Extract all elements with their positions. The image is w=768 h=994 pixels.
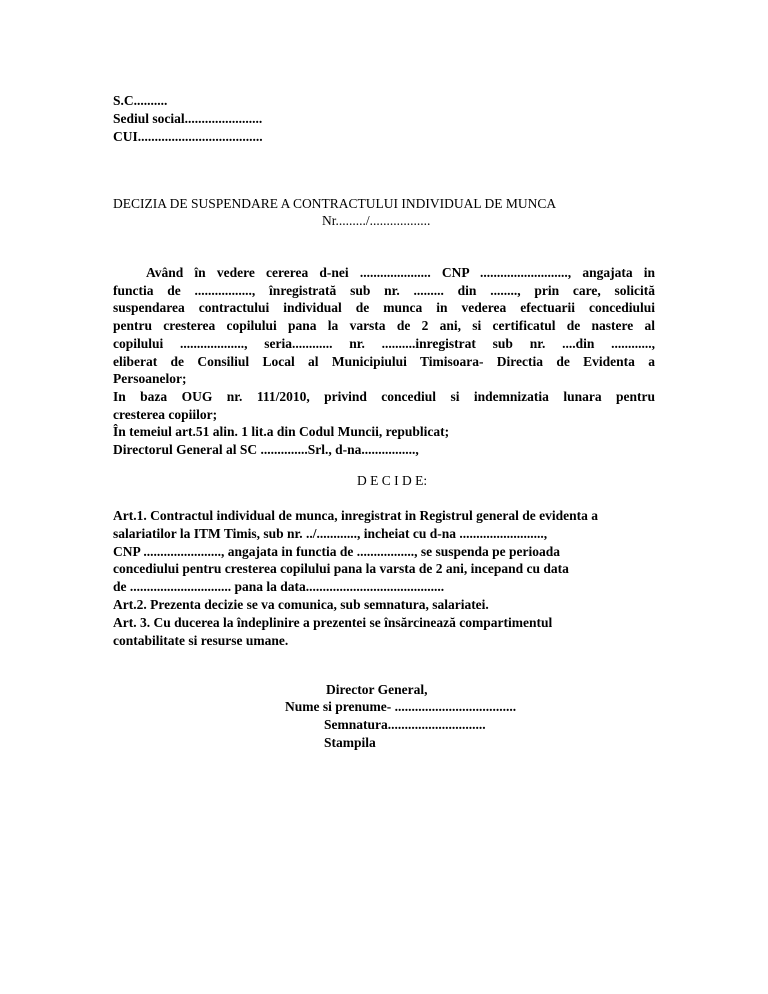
preamble-line: eliberat de Consiliul Local al Municipiului Timisoara- Directia de Evidenta a <box>113 353 655 369</box>
article-3-line: Art. 3. Cu ducerea la îndeplinire a prezentei se însărcinează compartimentul <box>113 614 553 630</box>
signature-role: Director General, <box>326 682 428 697</box>
article-3-line: contabilitate si resurse umane. <box>113 632 289 648</box>
preamble-line: Persoanelor; <box>113 371 187 387</box>
director-line: Directorul General al SC ..............Srl., d-na................, <box>113 442 419 458</box>
article-1-line: salariatilor la ITM Timis, sub nr. ../............, incheiat cu d-na ........................., <box>113 525 548 541</box>
signature-field: Semnatura............................. <box>324 717 486 732</box>
preamble-line: suspendarea contractului individual de munca in vederea efectuarii concediului <box>113 300 655 316</box>
article-2: Art.2. Prezenta decizie se va comunica, sub semnatura, salariatei. <box>113 596 489 612</box>
article-1-line: Art.1. Contractul individual de munca, inregistrat in Registrul general de evidenta a <box>113 508 598 523</box>
document-title: DECIZIA DE SUSPENDARE A CONTRACTULUI INDIVIDUAL DE MUNCA <box>113 196 557 211</box>
registered-office-line: Sediul social....................... <box>113 111 263 126</box>
labor-code-line: În temeiul art.51 alin. 1 lit.a din Codul Muncii, republicat; <box>113 424 450 440</box>
preamble-line: Având în vedere cererea d-nei ..................... CNP .........................., angajata in <box>146 265 655 280</box>
cui-line: CUI..................................... <box>113 129 263 144</box>
preamble-line: copilului ..................., seria............ nr. ..........inregistrat sub nr. ....din ............, <box>113 335 655 351</box>
document-number: Nr........./.................. <box>322 213 431 228</box>
signature-name: Nume si prenume- .................................... <box>285 699 517 714</box>
articles <box>113 507 658 649</box>
company-line: S.C.......... <box>113 93 168 108</box>
article-1-line: de .............................. pana la data......................................... <box>113 579 445 595</box>
preamble-line: pentru cresterea copilului pana la varsta de 2 ani, si certificatul de nastere al <box>113 318 655 334</box>
legal-basis-line: In baza OUG nr. 111/2010, privind concediul si indemnizatia lunara pentru <box>113 388 655 404</box>
stamp-field: Stampila <box>324 735 376 750</box>
legal-basis-line: cresterea copiilor; <box>113 406 218 422</box>
article-1-line: concediului pentru cresterea copilului pana la varsta de 2 ani, incepand cu data <box>113 561 569 577</box>
preamble <box>113 264 655 459</box>
decide-heading: D E C I D E: <box>357 473 428 488</box>
article-1-line: CNP ......................., angajata in functia de ................., se suspenda pe perioada <box>113 543 561 559</box>
preamble-line: functia de ................., înregistrată sub nr. ......... din ........, prin care, solicită <box>113 282 655 298</box>
